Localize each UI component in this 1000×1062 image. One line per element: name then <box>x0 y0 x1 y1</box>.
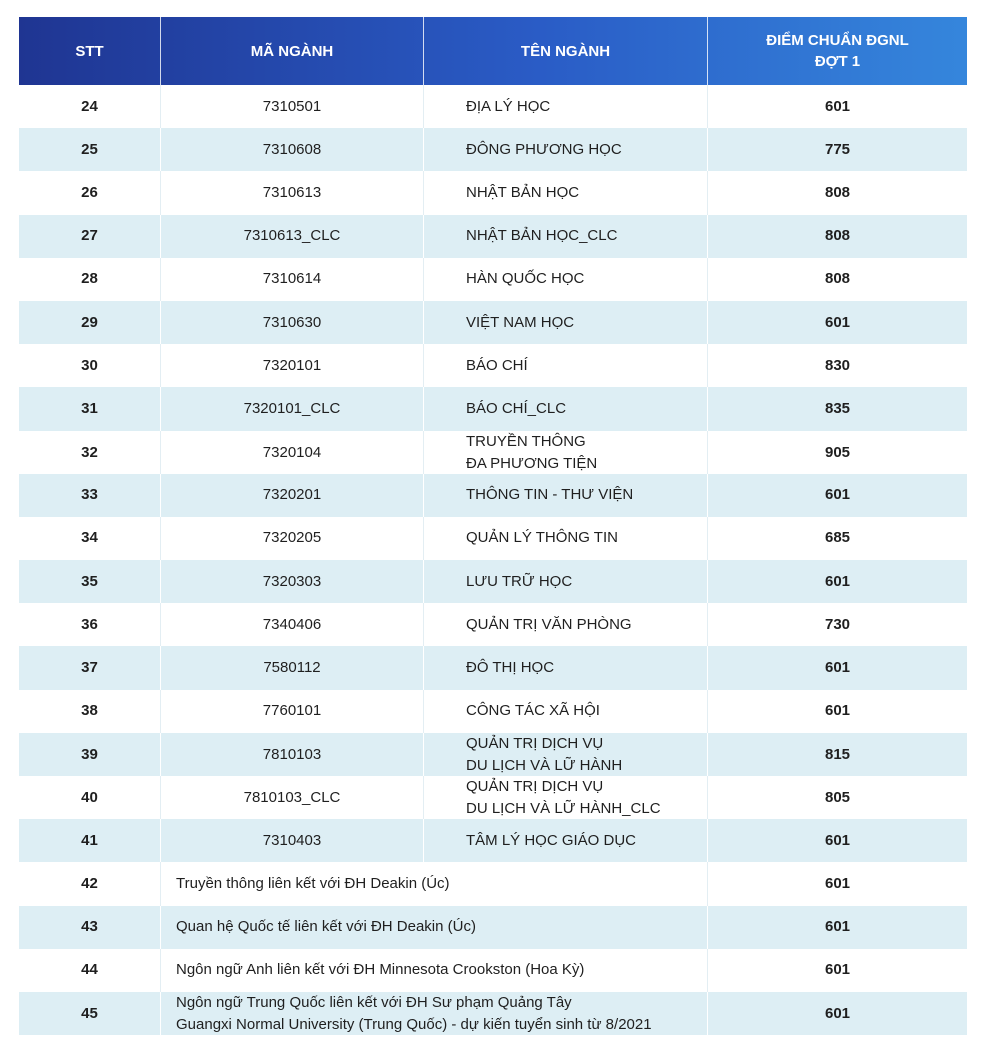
row-name-lines <box>466 355 528 377</box>
row-score: 601 <box>707 690 967 733</box>
row-name-lines <box>466 182 579 204</box>
table-row <box>19 128 967 171</box>
row-code: 7310613 <box>160 171 423 214</box>
table-row <box>19 906 967 949</box>
row-name-lines <box>466 733 622 777</box>
row-score: 601 <box>707 646 967 689</box>
row-code: 7310630 <box>160 301 423 344</box>
row-name-line: QUẢN TRỊ DỊCH VỤ <box>466 778 604 795</box>
row-name-lines <box>466 398 566 420</box>
row-score: 905 <box>707 431 967 475</box>
row-name-line: DU LỊCH VÀ LỮ HÀNH <box>466 756 623 774</box>
row-score: 601 <box>707 474 967 517</box>
row-code: 7320104 <box>160 431 423 475</box>
row-name <box>423 819 707 862</box>
row-program-lines <box>176 992 652 1036</box>
row-name-line: BÁO CHÍ <box>466 356 528 374</box>
row-code: 7320205 <box>160 517 423 560</box>
row-name <box>423 560 707 603</box>
row-name-line: ĐÔNG PHƯƠNG HỌC <box>466 140 622 158</box>
header-code: MÃ NGÀNH <box>160 17 423 85</box>
table-row <box>19 344 967 387</box>
table-row <box>19 819 967 862</box>
row-program <box>160 949 707 992</box>
header-stt: STT <box>75 42 104 60</box>
header-score <box>707 17 967 85</box>
row-name-lines <box>466 431 597 475</box>
row-stt: 41 <box>81 831 98 849</box>
row-score: 685 <box>707 517 967 560</box>
row-name <box>423 776 707 820</box>
row-code: 7810103_CLC <box>160 776 423 820</box>
row-name-line: TRUYỀN THÔNG <box>466 432 586 450</box>
row-program-lines <box>176 916 476 938</box>
table-row <box>19 387 967 430</box>
row-program-lines <box>176 873 450 895</box>
row-name-lines <box>466 700 600 722</box>
row-program <box>160 992 707 1036</box>
table-row <box>19 431 967 474</box>
row-stt: 45 <box>81 1004 98 1022</box>
row-score: 808 <box>707 258 967 301</box>
table-row <box>19 776 967 819</box>
row-name <box>423 128 707 171</box>
row-score: 601 <box>707 819 967 862</box>
row-name-line: LƯU TRỮ HỌC <box>466 572 573 590</box>
row-code: 7320101_CLC <box>160 387 423 430</box>
table-row <box>19 171 967 214</box>
row-name-line: NHẬT BẢN HỌC_CLC <box>466 227 618 245</box>
table-row <box>19 474 967 517</box>
table-row <box>19 949 967 992</box>
row-code: 7310501 <box>160 85 423 128</box>
row-name-line: CÔNG TÁC XÃ HỘI <box>466 702 600 720</box>
row-score: 601 <box>707 301 967 344</box>
table-row <box>19 690 967 733</box>
row-name-line: NHẬT BẢN HỌC <box>466 183 580 201</box>
row-name-lines <box>466 484 633 506</box>
row-stt: 24 <box>81 97 98 115</box>
row-name-lines <box>466 830 636 852</box>
row-name-line: ĐA PHƯƠNG TIỆN <box>466 454 598 472</box>
row-stt: 44 <box>81 961 98 979</box>
row-name <box>423 258 707 301</box>
row-score: 601 <box>707 992 967 1036</box>
row-code: 7340406 <box>160 603 423 646</box>
row-name <box>423 733 707 777</box>
row-name <box>423 171 707 214</box>
row-code: 7320101 <box>160 344 423 387</box>
table-row <box>19 862 967 905</box>
row-stt: 39 <box>81 745 98 763</box>
row-name-lines <box>466 527 618 549</box>
row-name <box>423 690 707 733</box>
table-row <box>19 517 967 560</box>
row-name-lines <box>466 268 584 290</box>
row-program <box>160 906 707 949</box>
row-name <box>423 85 707 128</box>
table-row <box>19 992 967 1035</box>
table-row <box>19 215 967 258</box>
row-stt: 37 <box>81 659 98 677</box>
table-row <box>19 258 967 301</box>
row-score: 835 <box>707 387 967 430</box>
row-program-line: Quan hệ Quốc tế liên kết với ĐH Deakin (Úc) <box>176 918 476 936</box>
row-name-line: VIỆT NAM HỌC <box>466 313 575 331</box>
row-score: 805 <box>707 776 967 820</box>
row-score: 830 <box>707 344 967 387</box>
row-code: 7760101 <box>160 690 423 733</box>
table-row <box>19 85 967 128</box>
row-score: 601 <box>707 906 967 949</box>
row-name-line: QUẢN LÝ THÔNG TIN <box>466 529 618 547</box>
row-name-line: QUẢN TRỊ VĂN PHÒNG <box>466 615 632 633</box>
row-name-line: BÁO CHÍ_CLC <box>466 399 567 417</box>
row-stt: 43 <box>81 918 98 936</box>
row-stt: 27 <box>81 227 98 245</box>
table-row <box>19 560 967 603</box>
row-stt: 25 <box>81 140 98 158</box>
header-name: TÊN NGÀNH <box>423 17 707 85</box>
table-row <box>19 301 967 344</box>
row-name-line: ĐỊA LÝ HỌC <box>466 97 551 115</box>
row-program-line: Truyền thông liên kết với ĐH Deakin (Úc) <box>176 874 450 892</box>
row-code: 7810103 <box>160 733 423 777</box>
row-name-lines <box>466 96 550 118</box>
row-stt: 29 <box>81 313 98 331</box>
row-name-line: HÀN QUỐC HỌC <box>466 270 585 288</box>
row-stt: 40 <box>81 789 98 806</box>
row-program-line: Guangxi Normal University (Trung Quốc) - dự kiến tuyển sinh từ 8/2021 <box>176 1015 652 1033</box>
row-score: 808 <box>707 171 967 214</box>
row-name-lines <box>466 139 622 161</box>
row-stt: 33 <box>81 486 98 504</box>
row-score: 601 <box>707 949 967 992</box>
row-name-lines <box>466 657 554 679</box>
row-name-lines <box>466 571 572 593</box>
row-code: 7320201 <box>160 474 423 517</box>
row-stt: 38 <box>81 702 98 720</box>
table-header <box>19 17 967 85</box>
row-score: 601 <box>707 560 967 603</box>
row-name-lines <box>466 776 661 820</box>
table-row <box>19 603 967 646</box>
row-code: 7310403 <box>160 819 423 862</box>
row-name <box>423 344 707 387</box>
row-score: 815 <box>707 733 967 777</box>
row-score: 601 <box>707 85 967 128</box>
row-stt: 35 <box>81 572 98 590</box>
row-name-line: DU LỊCH VÀ LỮ HÀNH_CLC <box>466 800 661 817</box>
row-name-line: THÔNG TIN - THƯ VIỆN <box>466 486 634 504</box>
table-row <box>19 733 967 776</box>
row-stt: 28 <box>81 270 98 288</box>
admission-score-table <box>19 17 967 1035</box>
row-stt: 31 <box>81 399 98 417</box>
row-code: 7310614 <box>160 258 423 301</box>
row-program-line: Ngôn ngữ Trung Quốc liên kết với ĐH Sư phạm Quảng Tây <box>176 993 572 1011</box>
header-score-line2: ĐỢT 1 <box>814 53 861 70</box>
row-name-lines <box>466 312 574 334</box>
row-program <box>160 862 707 905</box>
row-name-lines <box>466 614 632 636</box>
row-code: 7580112 <box>160 646 423 689</box>
row-name <box>423 646 707 689</box>
row-code: 7310613_CLC <box>160 215 423 258</box>
row-score: 808 <box>707 215 967 258</box>
row-stt: 36 <box>81 615 98 633</box>
row-name-line: QUẢN TRỊ DỊCH VỤ <box>466 734 604 752</box>
row-code: 7320303 <box>160 560 423 603</box>
table-row <box>19 646 967 689</box>
row-stt: 42 <box>81 874 98 892</box>
header-score-line1: ĐIỂM CHUẨN ĐGNL <box>766 32 909 49</box>
row-name <box>423 517 707 560</box>
row-code: 7310608 <box>160 128 423 171</box>
row-stt: 34 <box>81 529 98 547</box>
row-name-line: ĐÔ THỊ HỌC <box>466 659 555 677</box>
row-program-lines <box>176 959 584 981</box>
row-name <box>423 215 707 258</box>
row-score: 601 <box>707 862 967 905</box>
row-stt: 30 <box>81 356 98 374</box>
row-name-lines <box>466 225 617 247</box>
row-score: 775 <box>707 128 967 171</box>
row-name <box>423 603 707 646</box>
row-name-line: TÂM LÝ HỌC GIÁO DỤC <box>466 831 637 849</box>
row-name <box>423 431 707 475</box>
row-stt: 32 <box>81 443 98 461</box>
row-name <box>423 301 707 344</box>
row-score: 730 <box>707 603 967 646</box>
table-body <box>19 85 967 1035</box>
row-name <box>423 474 707 517</box>
row-name <box>423 387 707 430</box>
row-program-line: Ngôn ngữ Anh liên kết với ĐH Minnesota Crookston (Hoa Kỳ) <box>176 961 585 979</box>
row-stt: 26 <box>81 183 98 201</box>
